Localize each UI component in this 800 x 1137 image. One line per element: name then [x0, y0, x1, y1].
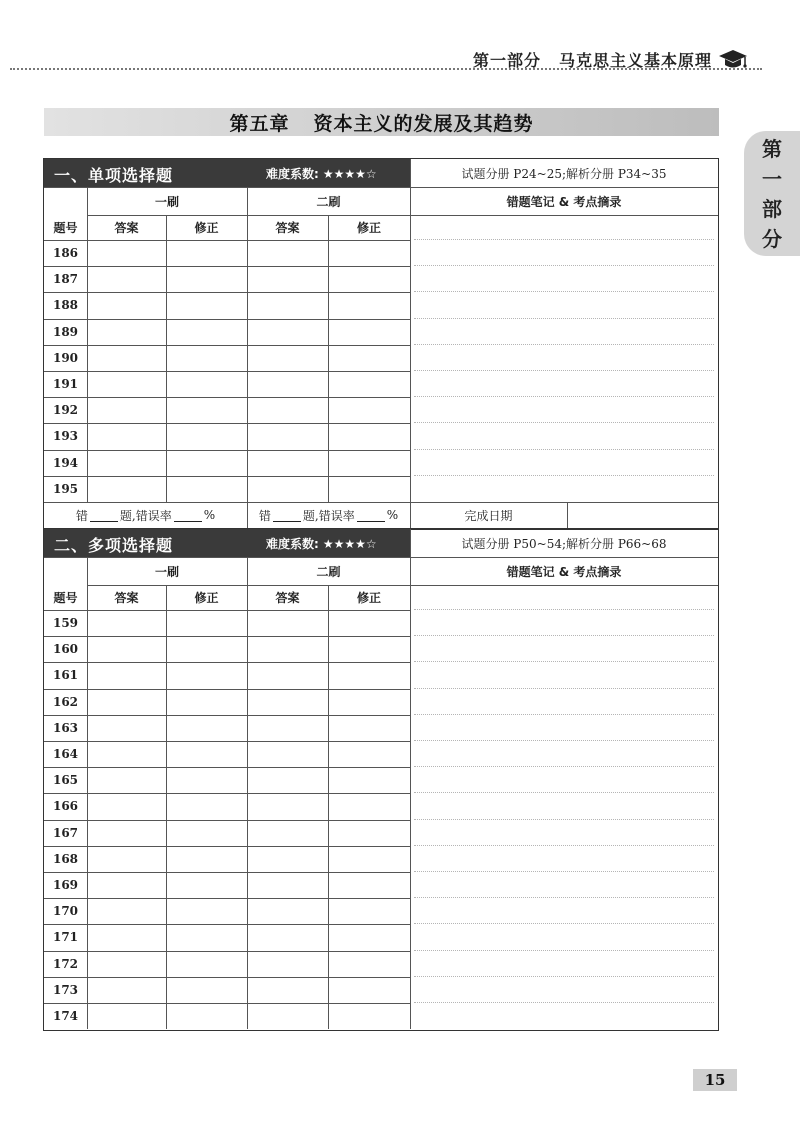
correction-cell[interactable] [328, 977, 410, 1003]
header-dotted-rule [10, 68, 762, 70]
answer-cell[interactable] [87, 240, 166, 266]
answer-cell[interactable] [87, 610, 166, 636]
correction-cell[interactable] [166, 741, 247, 767]
round-two-header: 二刷 [316, 194, 341, 209]
question-number: 173 [52, 982, 79, 997]
correction-cell[interactable] [328, 715, 410, 741]
answer-cell[interactable] [247, 1003, 328, 1029]
side-tab-char: 分 [762, 226, 782, 251]
section-title-band [44, 529, 410, 557]
part-side-tab [744, 131, 800, 256]
answer-cell[interactable] [87, 924, 166, 950]
notes-area[interactable] [410, 240, 718, 502]
error-count-label: 错 [258, 508, 271, 523]
question-number: 190 [52, 350, 79, 365]
correction-cell[interactable] [166, 872, 247, 898]
answer-cell[interactable] [247, 423, 328, 449]
question-number: 186 [52, 246, 79, 261]
difficulty-rating [266, 165, 377, 182]
question-number: 162 [52, 694, 79, 709]
correction-cell[interactable] [166, 820, 247, 846]
error-count-blank[interactable] [90, 509, 118, 522]
side-tab-char: 一 [762, 166, 782, 191]
answer-header: 答案 [114, 221, 139, 235]
answer-cell[interactable] [87, 689, 166, 715]
answer-cell[interactable] [247, 767, 328, 793]
graduation-cap-icon [718, 48, 748, 70]
question-number: 189 [52, 324, 79, 339]
answer-cell[interactable] [87, 741, 166, 767]
answer-cell[interactable] [87, 266, 166, 292]
answer-cell[interactable] [87, 319, 166, 345]
answer-cell[interactable] [87, 636, 166, 662]
correction-cell[interactable] [328, 793, 410, 819]
correction-header: 修正 [194, 591, 219, 605]
correction-cell[interactable] [166, 662, 247, 688]
answer-cell[interactable] [87, 292, 166, 318]
part-label: 第一部分 [472, 50, 541, 70]
question-number: 161 [52, 668, 79, 683]
correction-cell[interactable] [166, 397, 247, 423]
correction-cell[interactable] [328, 292, 410, 318]
question-number: 166 [52, 799, 79, 814]
answer-cell[interactable] [247, 846, 328, 872]
question-number: 164 [52, 747, 79, 762]
answer-cell[interactable] [87, 872, 166, 898]
answer-cell[interactable] [87, 793, 166, 819]
correction-cell[interactable] [328, 610, 410, 636]
multiple-choice-answer-table [43, 528, 719, 1031]
answer-cell[interactable] [87, 898, 166, 924]
section-title: 一、单项选择题 [54, 166, 174, 185]
error-rate-field [247, 502, 410, 528]
correction-cell[interactable] [328, 371, 410, 397]
answer-header: 答案 [114, 591, 139, 605]
question-number: 195 [52, 481, 79, 496]
difficulty-label: 难度系数: [266, 537, 319, 551]
correction-cell[interactable] [166, 924, 247, 950]
correction-cell[interactable] [166, 319, 247, 345]
answer-cell[interactable] [87, 371, 166, 397]
question-number: 191 [52, 377, 79, 392]
difficulty-label: 难度系数: [266, 167, 319, 181]
error-rate-label: 题,错误率 [302, 508, 355, 523]
question-number: 172 [52, 956, 79, 971]
correction-cell[interactable] [166, 371, 247, 397]
answer-cell[interactable] [87, 951, 166, 977]
correction-cell[interactable] [166, 450, 247, 476]
question-number: 170 [52, 904, 79, 919]
answer-header: 答案 [275, 221, 300, 235]
answer-cell[interactable] [87, 1003, 166, 1029]
question-number: 163 [52, 720, 79, 735]
answer-cell[interactable] [247, 977, 328, 1003]
answer-cell[interactable] [87, 345, 166, 371]
correction-cell[interactable] [166, 423, 247, 449]
question-number: 193 [52, 429, 79, 444]
difficulty-rating [266, 535, 377, 552]
correction-cell[interactable] [328, 319, 410, 345]
question-number: 169 [52, 878, 79, 893]
answer-cell[interactable] [247, 924, 328, 950]
correction-cell[interactable] [166, 266, 247, 292]
correction-header: 修正 [356, 221, 381, 235]
correction-cell[interactable] [166, 636, 247, 662]
correction-cell[interactable] [328, 450, 410, 476]
round-two-header: 二刷 [316, 564, 341, 579]
correction-cell[interactable] [328, 951, 410, 977]
correction-cell[interactable] [328, 741, 410, 767]
correction-cell[interactable] [328, 345, 410, 371]
question-number: 187 [52, 272, 79, 287]
answer-cell[interactable] [87, 423, 166, 449]
section-title-band [44, 159, 410, 187]
answer-cell[interactable] [87, 977, 166, 1003]
notes-area[interactable] [410, 610, 718, 1029]
error-rate-blank[interactable] [357, 509, 385, 522]
correction-cell[interactable] [166, 767, 247, 793]
difficulty-stars: ★★★★☆ [322, 537, 377, 551]
question-number-header: 题号 [53, 591, 78, 605]
correction-cell[interactable] [166, 977, 247, 1003]
answer-cell[interactable] [87, 450, 166, 476]
answer-cell[interactable] [87, 476, 166, 502]
question-number: 188 [52, 298, 79, 313]
answer-cell[interactable] [247, 951, 328, 977]
chapter-title: 资本主义的发展及其趋势 [313, 112, 534, 135]
question-number: 165 [52, 773, 79, 788]
answer-cell[interactable] [247, 319, 328, 345]
answer-cell[interactable] [87, 715, 166, 741]
question-number: 167 [52, 825, 79, 840]
correction-cell[interactable] [166, 1003, 247, 1029]
correction-cell[interactable] [166, 476, 247, 502]
question-number: 168 [52, 851, 79, 866]
answer-cell[interactable] [87, 662, 166, 688]
round-one-header: 一刷 [154, 194, 179, 209]
answer-cell[interactable] [247, 793, 328, 819]
error-rate-label: 题,错误率 [119, 508, 172, 523]
answer-cell[interactable] [247, 715, 328, 741]
completion-date-field[interactable] [567, 502, 718, 528]
difficulty-stars: ★★★★☆ [322, 167, 377, 181]
error-rate-field [44, 502, 247, 528]
correction-cell[interactable] [166, 345, 247, 371]
notes-header: 错题笔记 & 考点摘录 [506, 194, 622, 209]
correction-cell[interactable] [166, 898, 247, 924]
correction-cell[interactable] [328, 476, 410, 502]
correction-cell[interactable] [166, 610, 247, 636]
error-count-label: 错 [75, 508, 88, 523]
subject-label: 马克思主义基本原理 [558, 50, 712, 70]
answer-cell[interactable] [247, 689, 328, 715]
answer-cell[interactable] [247, 872, 328, 898]
round-one-header: 一刷 [154, 564, 179, 579]
chapter-title-bar [44, 108, 719, 136]
answer-cell[interactable] [87, 767, 166, 793]
answer-cell[interactable] [247, 741, 328, 767]
answer-cell[interactable] [247, 610, 328, 636]
single-choice-answer-table [43, 158, 719, 530]
answer-cell[interactable] [247, 292, 328, 318]
answer-cell[interactable] [247, 371, 328, 397]
correction-cell[interactable] [328, 240, 410, 266]
answer-cell[interactable] [87, 397, 166, 423]
correction-cell[interactable] [328, 820, 410, 846]
correction-cell[interactable] [328, 872, 410, 898]
answer-cell[interactable] [247, 476, 328, 502]
answer-cell[interactable] [87, 820, 166, 846]
correction-cell[interactable] [328, 689, 410, 715]
correction-cell[interactable] [166, 846, 247, 872]
answer-cell[interactable] [247, 636, 328, 662]
correction-cell[interactable] [166, 715, 247, 741]
page-number: 15 [693, 1069, 737, 1091]
correction-cell[interactable] [328, 397, 410, 423]
correction-header: 修正 [356, 591, 381, 605]
answer-cell[interactable] [247, 240, 328, 266]
correction-cell[interactable] [328, 636, 410, 662]
percent-sign: % [203, 508, 216, 522]
correction-cell[interactable] [166, 240, 247, 266]
answer-cell[interactable] [247, 898, 328, 924]
question-number-header: 题号 [53, 221, 78, 235]
answer-cell[interactable] [247, 662, 328, 688]
correction-cell[interactable] [328, 846, 410, 872]
error-rate-blank[interactable] [174, 509, 202, 522]
answer-cell[interactable] [247, 450, 328, 476]
correction-cell[interactable] [328, 898, 410, 924]
answer-header: 答案 [275, 591, 300, 605]
answer-cell[interactable] [87, 846, 166, 872]
section-title: 二、多项选择题 [54, 536, 174, 555]
chapter-number: 第五章 [229, 112, 290, 135]
question-number: 171 [52, 930, 79, 945]
question-number: 159 [52, 616, 79, 631]
correction-cell[interactable] [328, 767, 410, 793]
page-reference: 试题分册 P24~25;解析分册 P34~35 [461, 166, 667, 181]
error-count-blank[interactable] [273, 509, 301, 522]
correction-cell[interactable] [166, 793, 247, 819]
answer-cell[interactable] [247, 345, 328, 371]
correction-cell[interactable] [166, 292, 247, 318]
answer-cell[interactable] [247, 397, 328, 423]
question-number: 192 [52, 403, 79, 418]
side-tab-char: 部 [762, 196, 782, 221]
completion-date-label: 完成日期 [464, 508, 513, 523]
correction-cell[interactable] [328, 266, 410, 292]
question-number: 174 [52, 1009, 79, 1024]
correction-cell[interactable] [328, 662, 410, 688]
correction-header: 修正 [194, 221, 219, 235]
correction-cell[interactable] [328, 1003, 410, 1029]
correction-cell[interactable] [166, 689, 247, 715]
side-tab-char: 第 [762, 136, 782, 161]
notes-header: 错题笔记 & 考点摘录 [506, 564, 622, 579]
answer-cell[interactable] [247, 266, 328, 292]
correction-cell[interactable] [328, 423, 410, 449]
percent-sign: % [386, 508, 399, 522]
correction-cell[interactable] [166, 951, 247, 977]
page-reference: 试题分册 P50~54;解析分册 P66~68 [461, 536, 667, 551]
correction-cell[interactable] [328, 924, 410, 950]
question-number: 160 [52, 642, 79, 657]
question-number: 194 [52, 455, 79, 470]
answer-cell[interactable] [247, 820, 328, 846]
